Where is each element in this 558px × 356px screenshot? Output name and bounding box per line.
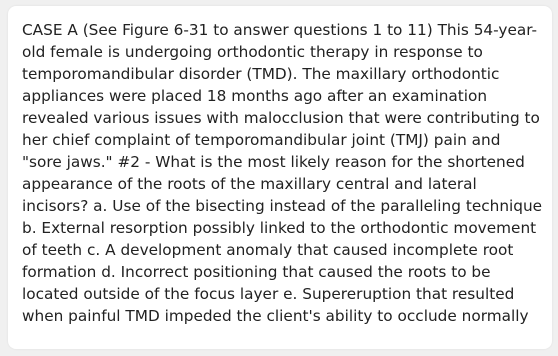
question-card (8, 6, 552, 349)
question-text: CASE A (See Figure 6-31 to answer questions 1 to 11) This 54-year-old female is undergoing orthodontic therapy in response to temporomandibular disorder (TMD). The maxillary orthodontic appliances were placed 18 months ago after an examination revealed various issues with malocclusion that were contributing to her chief complaint of temporomandibular joint (TMJ) pain and "sore jaws." #2 - What is the most likely reason for the shortened appearance of the roots of the maxillary central and lateral incisors? a. Use of the bisecting instead of the paralleling technique b. External resorption possibly linked to the orthodontic movement of teeth c. A development anomaly that caused incomplete root formation d. Incorrect positioning that caused the roots to be located outside of the focus layer e. Supereruption that resulted when painful TMD impeded the client's ability to occlude normally (22, 21, 543, 325)
